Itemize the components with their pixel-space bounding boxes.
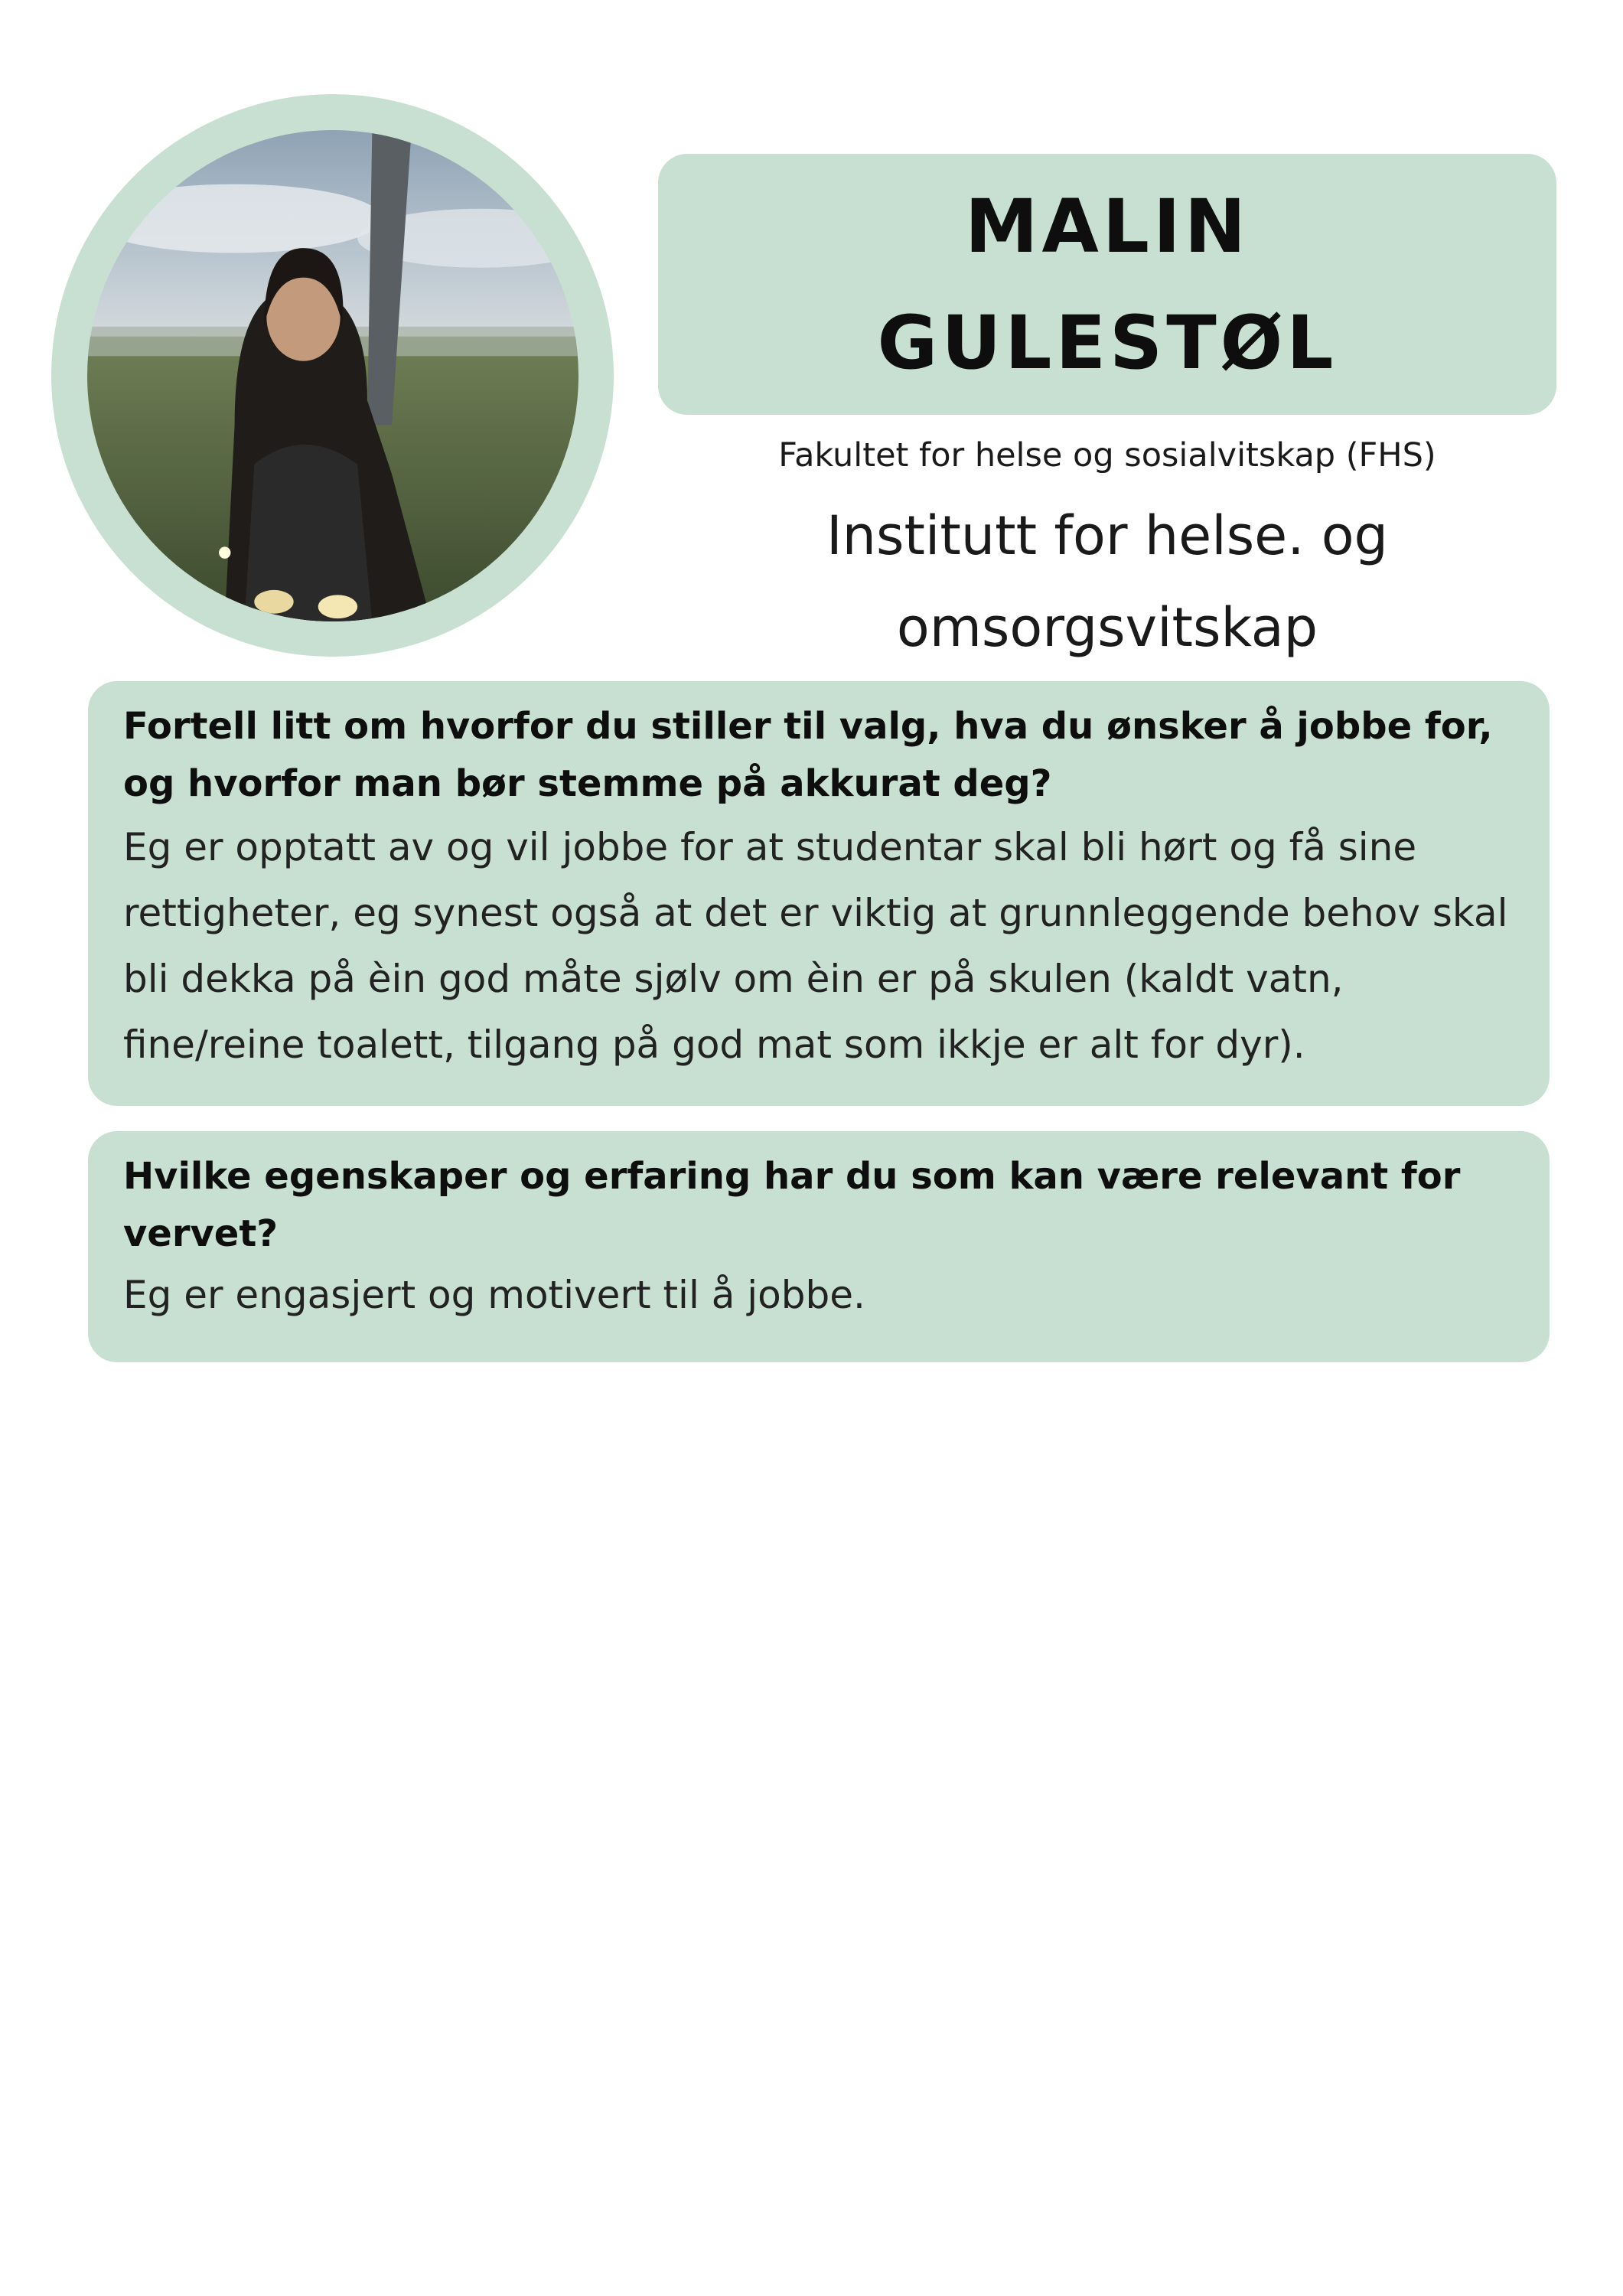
last-name: GULESTØL: [877, 299, 1338, 386]
institute-line-1: Institutt for helse. og: [826, 504, 1388, 567]
question-text: Hvilke egenskaper og erfaring har du som kan være relevant for vervet?: [123, 1155, 1461, 1255]
profile-photo-image: [87, 130, 578, 621]
first-name: MALIN: [964, 183, 1250, 269]
profile-photo: [87, 130, 578, 621]
faculty-label: Fakultet for helse og sosialvitskap (FHS): [778, 436, 1436, 475]
institute-line-2: omsorgsvitskap: [896, 596, 1318, 659]
question-card-motivation: [88, 681, 1550, 1106]
question-card-experience: [88, 1131, 1550, 1362]
institute-label: [658, 490, 1556, 673]
name-banner: [658, 154, 1556, 415]
answer-text: Eg er opptatt av og vil jobbe for at studentar skal bli hørt og få sine rettigheter, eg synest også at det er viktig at grunnleggende behov skal bli dekka på èin god måte sjølv om èin er på skulen (kaldt vatn, fine/reine toalett, tilgang på god mat som ikkje er alt for dyr).: [123, 825, 1508, 1067]
answer-text: Eg er engasjert og motivert til å jobbe.: [123, 1273, 865, 1317]
question-text: Fortell litt om hvorfor du stiller til valg, hva du ønsker å jobbe for, og hvorfor man bør stemme på akkurat deg?: [123, 705, 1493, 805]
